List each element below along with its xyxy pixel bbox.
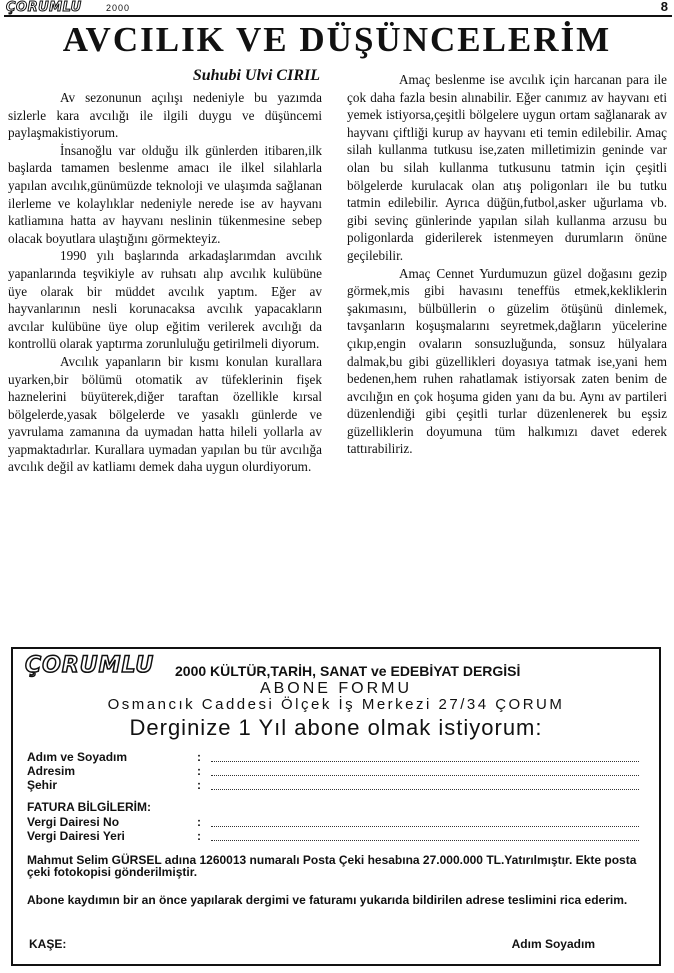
paragraph: 1990 yılı başlarında arkadaşlarımdan avcılık yapanlarında teşvikiyle av ruhsatı alıp avcılık kulübüne üye olarak bir müddet avcılık yaptım. Eğer av hayvanlarının nesli korunacaksa avcılık yapacakların avcılar kulübüne üye olup eğitim verilerek avcılığı da kontrollü olarak yaptırma zorunluluğu getirilmeli diyorum.	[8, 248, 322, 352]
name-field[interactable]	[27, 751, 639, 764]
tax-office-location-input-line[interactable]	[211, 830, 639, 841]
invoice-heading: FATURA BİLGİLERİM:	[27, 800, 151, 814]
field-colon: :	[197, 750, 201, 764]
tax-office-no-field[interactable]	[27, 816, 639, 829]
magazine-logo: ÇORUMLU	[6, 0, 82, 15]
article-title: AVCILIK VE DÜŞÜNCELERİM	[62, 20, 612, 59]
address-label: Adresim	[27, 764, 76, 778]
left-column	[8, 67, 322, 476]
city-input-line[interactable]	[211, 779, 639, 790]
paragraph: İnsanoğlu var olduğu ilk günlerden itibaren,ilk başlarda tamamen beslenme amacı ile ilkel silahlarla yapılan avcılık,günümüzde teknoloji ve ulaşımda sağlanan ilerleme ve kolaylıklar nedeniyle nerede ise av hayvanı katliamına hatta av hayvanı neslinin tükenmesine sebep olacak boyutlara ulaştığını görmekteyiz.	[8, 142, 322, 246]
page-number: 8	[660, 0, 668, 14]
paragraph: Av sezonunun açılışı nedeniyle bu yazımda sizlerle kara avcılığı ile ilgili duygu ve düşüncemi paylaşmakistiyorum.	[8, 90, 322, 141]
form-address: Osmancık Caddesi Ölçek İş Merkezi 27/34 ÇORUM	[107, 696, 565, 713]
paragraph: Amaç Cennet Yurdumuzun güzel doğasını gezip görmek,mis gibi havasını teneffüs etmek,kekliklerin şakımasını, bülbüllerin o güzelim ötüşünü dinlemek, tavşanların koşuşmalarını seyretmek,dağların yücelerine çıkıp,engin ovaların sonsuzluğunda, sonsuz hülyalara dalmak,bu gibi güzellikleri doyasıya tatmak ise,yani hem bedenen,hem ruhen rahatlamak istiyorsak zaten benim de avcılığın en çok hoşuma giden yanı da bu. Aynı av partileri düzenlendiği gibi çeşitli turlar düzenlenerek bu eşsiz güzelliklerin doyumuna tüm halkımızı davet ederek tattırabiliriz.	[347, 265, 667, 457]
page-header	[2, 0, 670, 16]
name-label: Adım ve Soyadım	[27, 750, 128, 764]
field-colon: :	[197, 764, 201, 778]
field-colon: :	[197, 815, 201, 829]
tax-office-location-label: Vergi Dairesi Yeri	[27, 829, 125, 843]
tax-office-no-input-line[interactable]	[211, 816, 639, 827]
paragraph: Avcılık yapanların bir kısmı konulan kurallara uyarken,bir bölümü otomatik av tüfeklerinin fişek haznelerini büyüterek,diğer taraftan özellikle kırsal bölgelerde,yasak bölgelerde ve yasaklı günlerde ve yavrulama zamanına da uymadan hatta hileli yollarla av yapmaktadırlar. Kurallara uymadan yapılan bu tür avcılığa avcılık değil av katliamı demek daha uygun olurdiyorum.	[8, 353, 322, 475]
header-rule	[4, 15, 672, 17]
form-title: ABONE FORMU	[259, 680, 413, 697]
address-input-line[interactable]	[211, 765, 639, 776]
note-text: Abone kaydımın bir an önce yapılarak dergimi ve faturamı yukarıda bildirilen adrese teslimini rica ederim.	[27, 893, 628, 907]
name-input-line[interactable]	[211, 751, 639, 762]
signature-label: Adım Soyadım	[511, 937, 595, 951]
magazine-title: 2000 KÜLTÜR,TARİH, SANAT ve EDEBİYAT DERGİSİ	[175, 663, 521, 679]
tax-office-location-field[interactable]	[27, 830, 639, 843]
right-column	[347, 71, 667, 458]
form-logo: ÇORUMLU	[25, 653, 155, 678]
subscription-form	[11, 647, 661, 966]
form-headline: Derginize 1 Yıl abone olmak istiyorum:	[129, 715, 543, 740]
city-field[interactable]	[27, 779, 639, 792]
paragraph: Amaç beslenme ise avcılık için harcanan para ile çok daha fazla besin alınabilir. Eğer canımız av hayvanı eti yemek istiyorsa,çeşitli bölgelere uygun ortam sağlanarak av hayvanı çiftliği kurup av hayvanı eti temin edilebilir. Amaç silah kullanma tutkusu ise,zaten milletimizin geninde var olan bu silah kullanma tutkusunu tatmin için çeşitli bölgelerde kurulacak olan atış poligonları ile bu tutku tatmin edilebilir. Ayrıca düğün,futbol,asker uğurlama vb. gibi sevinç günlerinde yapılan silah kullanma arzusu bu poligonlarda giderilerek istenmeyen durumların önüne geçilebilir.	[347, 72, 667, 263]
address-field[interactable]	[27, 765, 639, 778]
field-colon: :	[197, 778, 201, 792]
tax-office-no-label: Vergi Dairesi No	[27, 815, 120, 829]
payment-text: Mahmut Selim GÜRSEL adına 1260013 numaralı Posta Çeki hesabına 27.000.000 TL.Yatırılmıştır. Ekte posta çeki fotokopisi gönderilmiştir.	[27, 853, 637, 879]
city-label: Şehir	[27, 778, 58, 792]
stamp-label: KAŞE:	[29, 937, 67, 951]
field-colon: :	[197, 829, 201, 843]
article-author: Suhubi Ulvi CIRIL	[192, 67, 320, 84]
header-year: 2000	[106, 3, 131, 13]
